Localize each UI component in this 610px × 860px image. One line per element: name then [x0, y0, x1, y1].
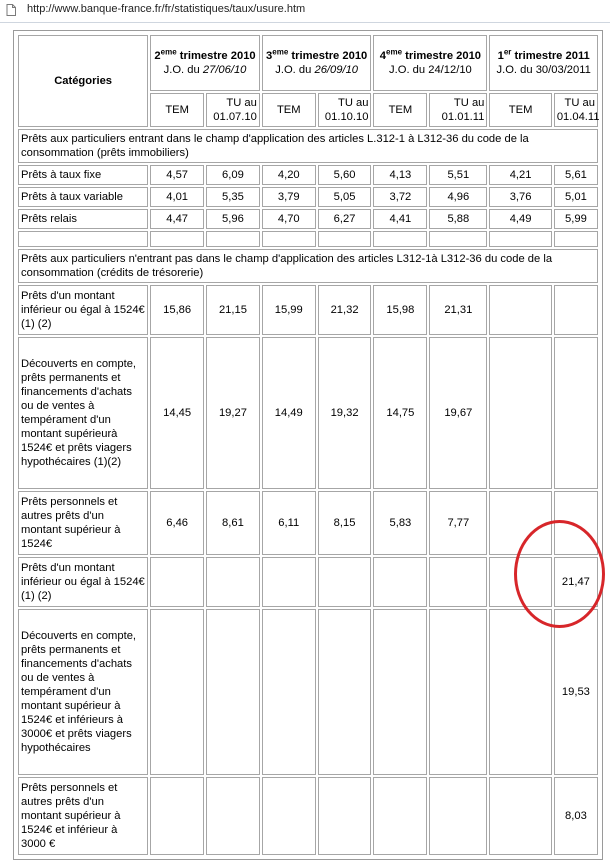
row-label: Prêts à taux fixe [18, 165, 148, 185]
rate-cell: 19,27 [206, 337, 260, 489]
table-row [18, 777, 598, 855]
empty-cell [429, 557, 487, 607]
period-header: 1er trimestre 2011 J.O. du 30/03/2011 [489, 35, 598, 91]
rate-cell: 4,01 [150, 187, 204, 207]
rate-cell: 6,27 [318, 209, 372, 229]
rate-cell: 5,51 [429, 165, 487, 185]
section-row [18, 249, 598, 283]
empty-cell [554, 285, 598, 335]
table-row [18, 285, 598, 335]
rate-cell: 3,79 [262, 187, 316, 207]
rate-cell: 4,70 [262, 209, 316, 229]
tu-header: TU au 01.01.11 [429, 93, 487, 127]
tem-header: TEM [373, 93, 427, 127]
section-title-real-estate: Prêts aux particuliers entrant dans le champ d'application des articles L.312-1 à L312-36 du code de la consommation (prêts immobiliers) [18, 129, 598, 163]
rate-cell: 5,96 [206, 209, 260, 229]
empty-cell [489, 337, 551, 489]
period-header: 4eme trimestre 2010 J.O. du 24/12/10 [373, 35, 487, 91]
rate-cell: 6,09 [206, 165, 260, 185]
tem-header: TEM [489, 93, 551, 127]
rate-cell: 4,47 [150, 209, 204, 229]
section-row [18, 129, 598, 163]
tu-header: TU au 01.04.11 [554, 93, 598, 127]
empty-cell [489, 777, 551, 855]
empty-cell [150, 777, 204, 855]
rate-cell: 14,75 [373, 337, 427, 489]
empty-cell [554, 491, 598, 555]
empty-cell [373, 557, 427, 607]
empty-cell [318, 557, 372, 607]
rate-cell-highlighted: 21,47 [554, 557, 598, 607]
row-label: Prêts personnels et autres prêts d'un montant supérieur à 1524€ et inférieur à 3000 € [18, 777, 148, 855]
rate-cell: 5,01 [554, 187, 598, 207]
table-row [18, 187, 598, 207]
rate-cell: 4,41 [373, 209, 427, 229]
empty-cell [318, 609, 372, 775]
empty-cell [373, 777, 427, 855]
tem-header: TEM [262, 93, 316, 127]
rate-cell: 14,45 [150, 337, 204, 489]
rate-cell: 6,46 [150, 491, 204, 555]
empty-cell [554, 337, 598, 489]
row-label: Prêts relais [18, 209, 148, 229]
rate-cell: 3,76 [489, 187, 551, 207]
rate-cell: 5,35 [206, 187, 260, 207]
address-bar[interactable] [0, 0, 610, 23]
rate-cell: 8,03 [554, 777, 598, 855]
rate-cell: 5,60 [318, 165, 372, 185]
period-header: 3eme trimestre 2010 J.O. du 26/09/10 [262, 35, 372, 91]
empty-cell [318, 777, 372, 855]
rate-cell: 7,77 [429, 491, 487, 555]
empty-cell [206, 557, 260, 607]
tem-header: TEM [150, 93, 204, 127]
rate-cell: 5,83 [373, 491, 427, 555]
table-row [18, 491, 598, 555]
spacer-row [18, 231, 598, 247]
empty-cell [489, 609, 551, 775]
empty-cell [150, 557, 204, 607]
row-label: Prêts personnels et autres prêts d'un montant supérieur à 1524€ [18, 491, 148, 555]
empty-cell [206, 609, 260, 775]
rate-cell: 19,53 [554, 609, 598, 775]
empty-cell [262, 777, 316, 855]
rate-cell: 19,32 [318, 337, 372, 489]
rate-cell: 4,49 [489, 209, 551, 229]
row-label: Découverts en compte, prêts permanents et financements d'achats ou de ventes à tempérament d'un montant supérieurà 1524€ et prêts viagers hypothécaires (1)(2) [18, 337, 148, 489]
rate-cell: 15,99 [262, 285, 316, 335]
empty-cell [262, 557, 316, 607]
empty-cell [489, 491, 551, 555]
section-title-consumer-credit: Prêts aux particuliers n'entrant pas dans le champ d'application des articles L312-1à L312-36 du code de la consommation (crédits de trésorerie) [18, 249, 598, 283]
rate-cell: 4,96 [429, 187, 487, 207]
tu-header: TU au 01.07.10 [206, 93, 260, 127]
empty-cell [429, 777, 487, 855]
rate-cell: 5,05 [318, 187, 372, 207]
rate-cell: 6,11 [262, 491, 316, 555]
empty-cell [373, 609, 427, 775]
usury-rates-table [16, 33, 600, 857]
table-row [18, 557, 598, 607]
categories-header: Catégories [18, 35, 148, 127]
rate-cell: 5,88 [429, 209, 487, 229]
rate-cell: 4,13 [373, 165, 427, 185]
empty-cell [262, 609, 316, 775]
table-row [18, 337, 598, 489]
rate-cell: 4,21 [489, 165, 551, 185]
rate-cell: 15,86 [150, 285, 204, 335]
row-label: Prêts d'un montant inférieur ou égal à 1524€ (1) (2) [18, 557, 148, 607]
url-text[interactable]: http://www.banque-france.fr/fr/statistiques/taux/usure.htm [27, 3, 306, 15]
empty-cell [489, 557, 551, 607]
empty-cell [150, 609, 204, 775]
table-row [18, 609, 598, 775]
page-icon [6, 4, 16, 16]
row-label: Prêts à taux variable [18, 187, 148, 207]
empty-cell [429, 609, 487, 775]
empty-cell [489, 285, 551, 335]
row-label: Prêts d'un montant inférieur ou égal à 1524€ (1) (2) [18, 285, 148, 335]
period-header: 2eme trimestre 2010 J.O. du 27/06/10 [150, 35, 260, 91]
rate-cell: 8,15 [318, 491, 372, 555]
rate-cell: 19,67 [429, 337, 487, 489]
empty-cell [206, 777, 260, 855]
rate-cell: 5,61 [554, 165, 598, 185]
rate-cell: 4,20 [262, 165, 316, 185]
tu-header: TU au 01.10.10 [318, 93, 372, 127]
header-row [18, 35, 598, 91]
table-row [18, 209, 598, 229]
rate-cell: 8,61 [206, 491, 260, 555]
rate-cell: 4,57 [150, 165, 204, 185]
rate-cell: 21,32 [318, 285, 372, 335]
rate-cell: 15,98 [373, 285, 427, 335]
rate-cell: 21,31 [429, 285, 487, 335]
rates-table-container [13, 30, 603, 860]
rate-cell: 21,15 [206, 285, 260, 335]
table-row [18, 165, 598, 185]
rate-cell: 5,99 [554, 209, 598, 229]
rate-cell: 14,49 [262, 337, 316, 489]
row-label: Découverts en compte, prêts permanents et financements d'achats ou de ventes à tempérament d'un montant supérieur à 1524€ et inférieurs à 3000€ et prêts viagers hypothécaires [18, 609, 148, 775]
rate-cell: 3,72 [373, 187, 427, 207]
